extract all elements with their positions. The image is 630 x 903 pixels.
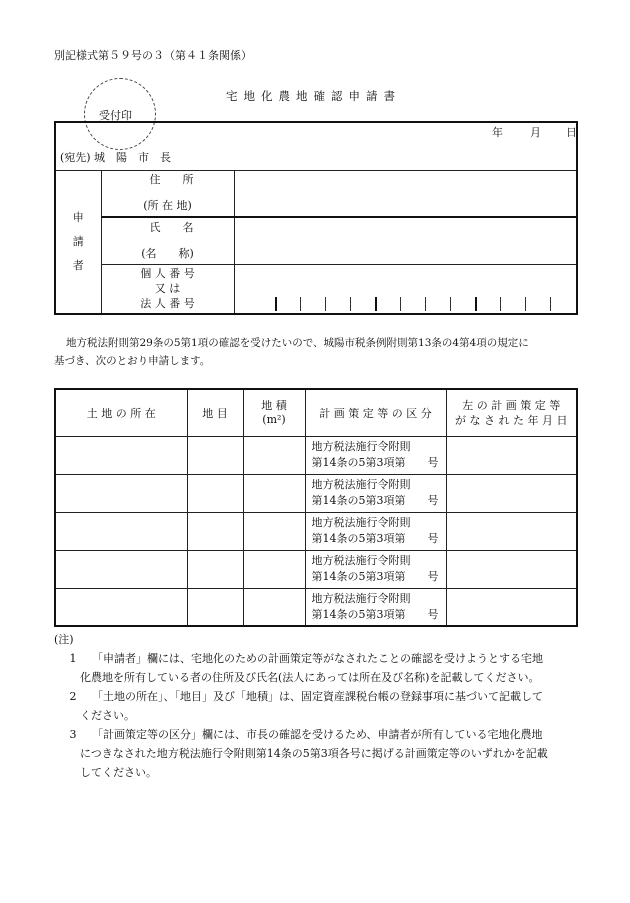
note-number: 3 bbox=[69, 728, 77, 741]
date-month-label: 月 bbox=[530, 126, 541, 139]
row-category[interactable] bbox=[187, 512, 243, 550]
id-label-line1: 個 人 番 号 bbox=[140, 267, 195, 281]
row-plan-line2: 第14条の5第3項第 号 bbox=[311, 532, 439, 545]
applicant-char-1: 申 bbox=[72, 210, 84, 224]
row-area[interactable] bbox=[243, 474, 305, 512]
row-plan-date[interactable] bbox=[446, 474, 577, 512]
note-number: 2 bbox=[69, 690, 77, 703]
name-label-cell bbox=[101, 217, 234, 264]
table-row bbox=[55, 512, 577, 550]
stamp-label: 受付印 bbox=[99, 109, 132, 122]
note-item bbox=[54, 725, 584, 782]
note-text bbox=[80, 687, 543, 725]
header-area bbox=[243, 389, 305, 436]
note-number: 1 bbox=[69, 652, 77, 665]
row-area[interactable] bbox=[243, 512, 305, 550]
row-plan-class[interactable] bbox=[305, 588, 446, 626]
address-label-cell bbox=[101, 170, 234, 217]
digit-separator bbox=[350, 297, 351, 311]
digit-separator bbox=[325, 297, 326, 311]
header-plan-date-line1: 左 の 計 画 策 定 等 bbox=[462, 398, 561, 412]
address-input[interactable] bbox=[234, 170, 577, 217]
row-category[interactable] bbox=[187, 436, 243, 474]
statement-line1: 地方税法附則第29条の5第1項の確認を受けたいので、城陽市税条例附則第13条の4第4項の規定に bbox=[66, 337, 529, 349]
header-plan-class: 計 画 策 定 等 の 区 分 bbox=[305, 389, 446, 436]
header-area-line2: (m²) bbox=[262, 412, 286, 426]
digit-separator bbox=[425, 297, 426, 311]
date-year-label: 年 bbox=[492, 126, 503, 139]
row-plan-line2: 第14条の5第3項第 号 bbox=[311, 456, 439, 469]
digit-separator bbox=[525, 297, 526, 311]
note-line: 「土地の所在」、「地目」及び「地積」は、固定資産課税台帳の登録事項に基づいて記載して bbox=[92, 690, 543, 703]
row-plan-date[interactable] bbox=[446, 588, 577, 626]
row-plan-class[interactable] bbox=[305, 474, 446, 512]
page-title: 宅地化農地確認申請書 bbox=[226, 89, 401, 103]
land-table bbox=[54, 388, 578, 627]
date-addressee-cell[interactable] bbox=[55, 122, 577, 170]
row-plan-class[interactable] bbox=[305, 512, 446, 550]
header-plan-date-line2: が な さ れ た 年 月 日 bbox=[455, 413, 568, 427]
applicant-group-label bbox=[55, 170, 101, 314]
digit-separator bbox=[500, 297, 501, 311]
note-text bbox=[80, 649, 543, 687]
table-row bbox=[55, 588, 577, 626]
digit-separator bbox=[275, 297, 277, 311]
header-location: 土 地 の 所 在 bbox=[55, 389, 187, 436]
note-item bbox=[54, 687, 584, 725]
note-line: してください。 bbox=[80, 766, 157, 779]
note-line: 「計画策定等の区分」欄には、市長の確認を受けるため、申請者が所有している宅地化農地 bbox=[92, 728, 543, 741]
row-category[interactable] bbox=[187, 588, 243, 626]
header-plan-date bbox=[446, 389, 577, 436]
row-plan-line1: 地方税法施行令附則 bbox=[311, 440, 411, 453]
row-location[interactable] bbox=[55, 512, 187, 550]
row-plan-date[interactable] bbox=[446, 512, 577, 550]
date-day-label: 日 bbox=[566, 126, 577, 139]
row-plan-class[interactable] bbox=[305, 550, 446, 588]
header-area-line1: 地 積 bbox=[261, 398, 287, 412]
note-text bbox=[80, 725, 548, 782]
note-item bbox=[54, 649, 584, 687]
note-line: 化農地を所有している者の住所及び氏名(法人にあっては所在及び名称)を記載してください。 bbox=[80, 671, 540, 684]
address-label: 住 所 bbox=[149, 173, 194, 187]
id-label-line3: 法 人 番 号 bbox=[140, 297, 195, 311]
name-sub-label: (名 称) bbox=[141, 246, 194, 260]
applicant-char-2: 請 bbox=[72, 234, 84, 248]
row-location[interactable] bbox=[55, 436, 187, 474]
digit-separator bbox=[300, 297, 301, 311]
row-plan-class[interactable] bbox=[305, 436, 446, 474]
row-plan-line1: 地方税法施行令附則 bbox=[311, 591, 411, 605]
digit-separator bbox=[550, 297, 551, 311]
note-line: につきなされた地方税法施行令附則第14条の5第3項各号に掲げる計画策定等のいずれかを記載 bbox=[80, 747, 548, 760]
applicant-char-3: 者 bbox=[72, 258, 84, 272]
addressee: 城 陽 市 長 bbox=[94, 151, 171, 164]
row-area[interactable] bbox=[243, 436, 305, 474]
row-plan-date[interactable] bbox=[446, 436, 577, 474]
row-location[interactable] bbox=[55, 550, 187, 588]
addressee-prefix: (宛先) bbox=[60, 151, 91, 164]
form-number: 別記様式第５９号の３（第４１条関係） bbox=[54, 49, 252, 62]
row-plan-line1: 地方税法施行令附則 bbox=[311, 554, 411, 567]
note-line: 「申請者」欄には、宅地化のための計画策定等がなされたことの確認を受けようとする宅地 bbox=[92, 652, 543, 665]
name-input[interactable] bbox=[234, 217, 577, 264]
row-category[interactable] bbox=[187, 474, 243, 512]
digit-separator bbox=[450, 297, 451, 311]
row-plan-date[interactable] bbox=[446, 550, 577, 588]
row-plan-line1: 地方税法施行令附則 bbox=[311, 516, 411, 529]
id-number-label-cell bbox=[101, 264, 234, 314]
row-area[interactable] bbox=[243, 550, 305, 588]
row-plan-line2: 第14条の5第3項第 号 bbox=[311, 494, 439, 507]
digit-separator bbox=[475, 297, 477, 311]
id-digit-boxes bbox=[275, 297, 575, 311]
id-number-input[interactable] bbox=[234, 264, 577, 314]
notes-heading: (注) bbox=[54, 633, 74, 646]
row-location[interactable] bbox=[55, 474, 187, 512]
row-category[interactable] bbox=[187, 550, 243, 588]
table-row bbox=[55, 436, 577, 474]
row-area[interactable] bbox=[243, 588, 305, 626]
row-location[interactable] bbox=[55, 588, 187, 626]
applicant-table bbox=[54, 121, 578, 315]
row-plan-line2: 第14条の5第3項第 号 bbox=[311, 570, 439, 583]
row-plan-line2: 第14条の5第3項第 号 bbox=[311, 607, 439, 621]
digit-separator bbox=[375, 297, 377, 311]
header-category: 地 目 bbox=[187, 389, 243, 436]
id-label-line2: 又 は bbox=[154, 282, 181, 296]
note-line: ください。 bbox=[80, 709, 135, 722]
name-label: 氏 名 bbox=[149, 220, 194, 234]
row-plan-line1: 地方税法施行令附則 bbox=[311, 478, 411, 491]
address-sub-label: (所 在 地) bbox=[143, 199, 192, 213]
digit-separator bbox=[400, 297, 401, 311]
table-row bbox=[55, 474, 577, 512]
table-row bbox=[55, 550, 577, 588]
notes-section bbox=[54, 630, 584, 782]
statement-line2: 基づき、次のとおり申請します。 bbox=[54, 355, 211, 367]
